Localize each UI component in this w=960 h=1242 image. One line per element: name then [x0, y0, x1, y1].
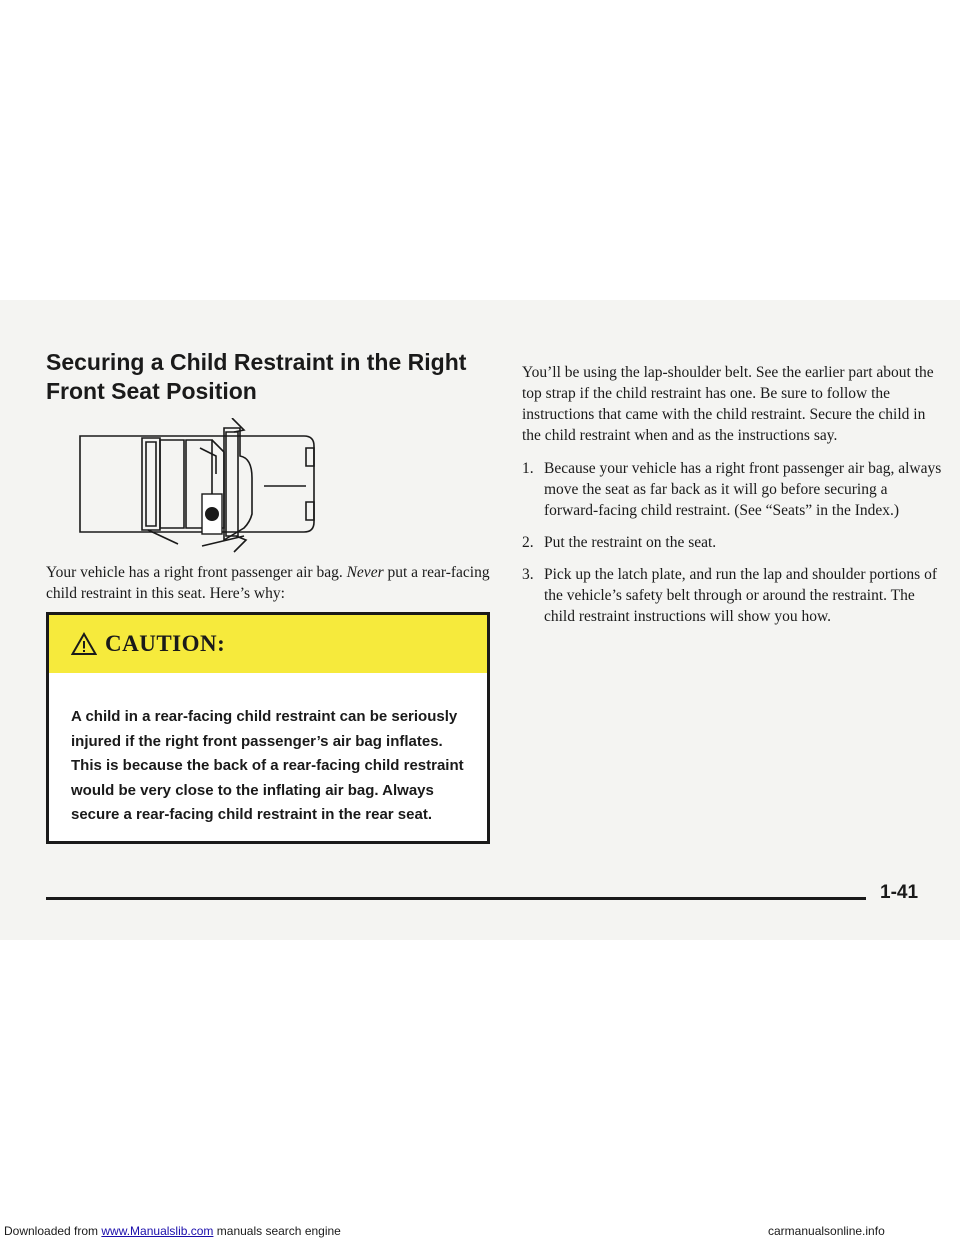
airbag-paragraph: Your vehicle has a right front passenger air bag. Never put a rear-facing child restraint in this seat. Here’s why: — [46, 564, 490, 602]
download-footer: Downloaded from www.Manualslib.com manuals search engine — [4, 1224, 341, 1238]
list-item — [522, 458, 942, 521]
caution-text: A child in a rear-facing child restraint can be seriously injured if the right front passenger’s air bag inflates. This is because the back of a rear-facing child restraint would be very close to the inflating air bag. Always secure a rear-facing child restraint in the rear seat. — [71, 708, 464, 823]
caution-header — [49, 615, 487, 673]
warning-triangle-icon — [71, 632, 97, 656]
step-number: 2. — [522, 534, 534, 551]
footer-rule — [46, 897, 866, 900]
page-number: 1-41 — [880, 882, 919, 903]
step-number: 1. — [522, 460, 534, 477]
intro-paragraph: You’ll be using the lap-shoulder belt. See the earlier part about the top strap if the child restraint has one. Be sure to follow the instructions that came with the child restraint. Secure the child in the child restraint when and as the instructions say. — [522, 364, 934, 444]
list-item — [522, 564, 942, 627]
manualslib-link[interactable]: www.Manualslib.com — [101, 1224, 214, 1238]
section-heading: Securing a Child Restraint in the Right Front Seat Position — [46, 349, 467, 404]
step-text: Pick up the latch plate, and run the lap and shoulder portions of the vehicle’s safety belt through or around the restraint. The child restraint instructions will show you how. — [544, 566, 938, 625]
caution-title: CAUTION: — [105, 631, 226, 656]
list-item — [522, 532, 942, 553]
steps-list — [522, 458, 942, 627]
watermark-text: carmanualsonline.info — [768, 1224, 885, 1238]
vehicle-seat-diagram — [74, 418, 324, 553]
step-text: Put the restraint on the seat. — [544, 534, 717, 551]
instructions-column — [522, 362, 942, 638]
step-text: Because your vehicle has a right front passenger air bag, always move the seat as far back as it will go before securing a forward-facing child restraint. (See “Seats” in the Index.) — [544, 460, 942, 519]
step-number: 3. — [522, 566, 534, 583]
caution-box — [46, 612, 490, 844]
